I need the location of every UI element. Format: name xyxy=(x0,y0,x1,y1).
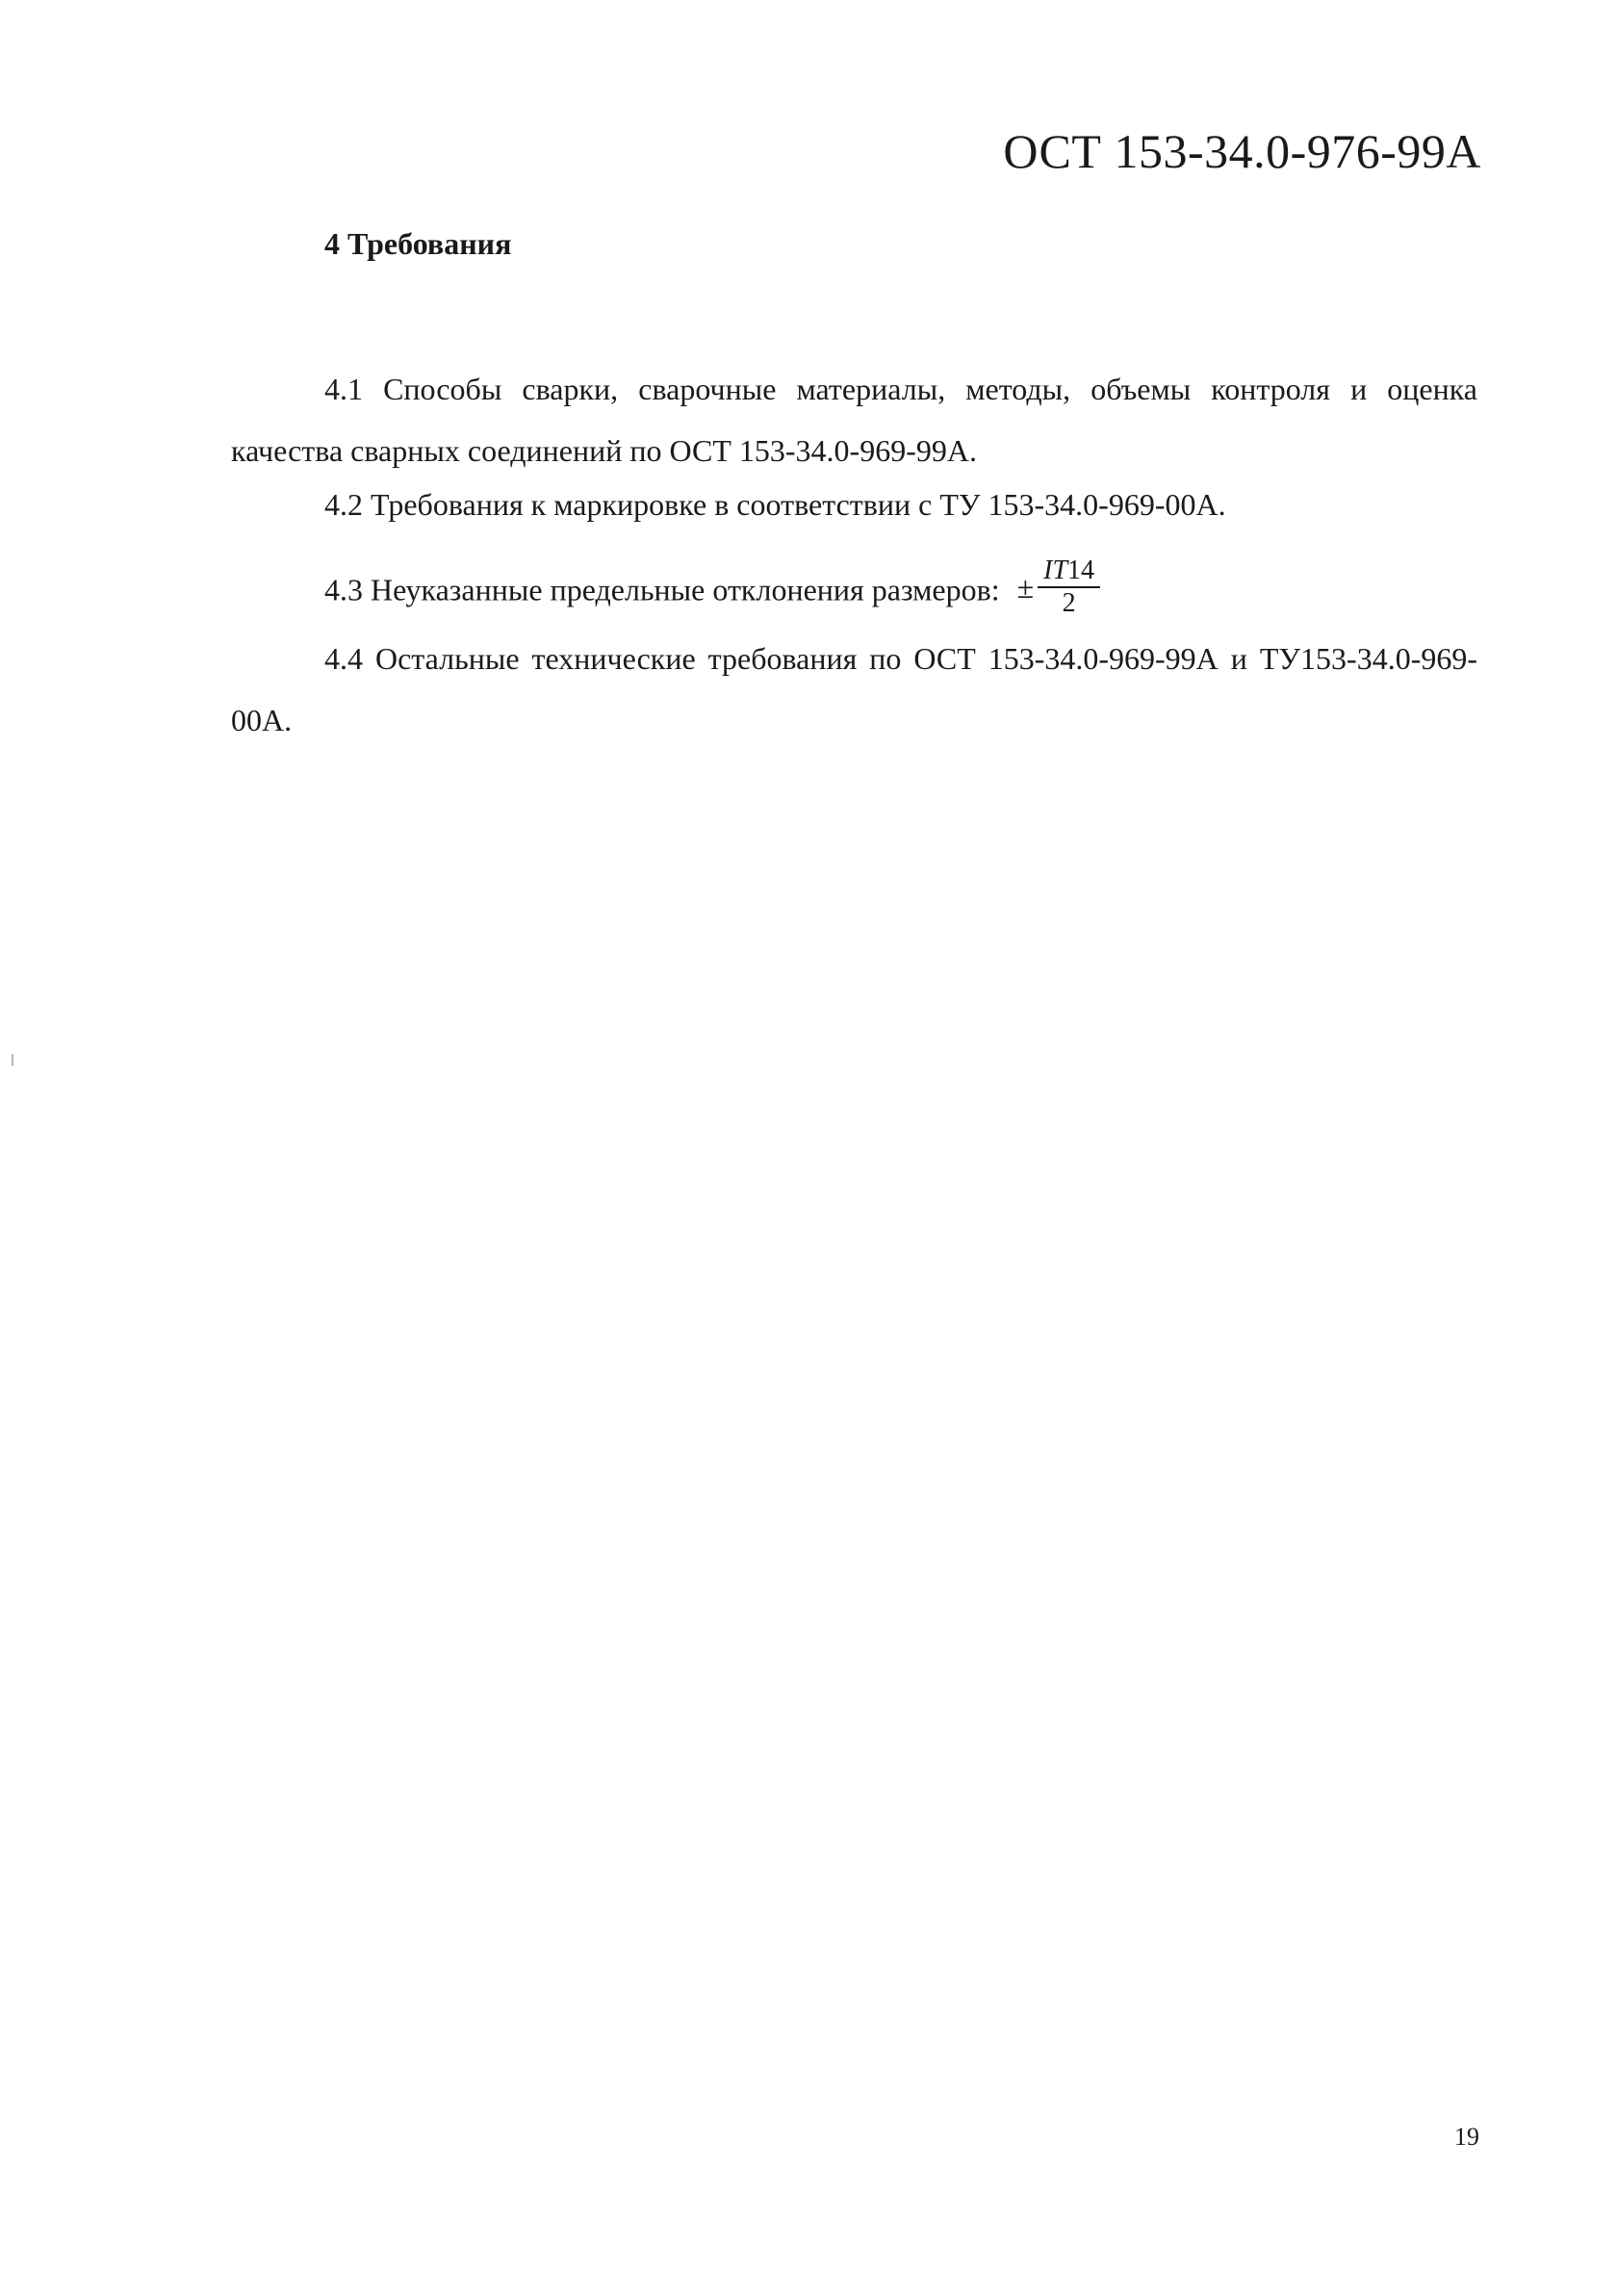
tolerance-formula xyxy=(1017,555,1100,619)
plus-minus-sign: ± xyxy=(1016,570,1035,605)
paragraph-4-1-text: 4.1 Способы сварки, сварочные материалы, методы, объемы контроля и оценка качества сварных соединений по ОСТ 153-34.0-969-99А. xyxy=(231,372,1477,468)
section-title: 4 Требования xyxy=(324,226,512,261)
paragraph-4-3 xyxy=(231,555,1477,625)
paragraph-4-1 xyxy=(231,358,1477,481)
paragraph-4-4 xyxy=(231,628,1477,751)
fraction-denominator: 2 xyxy=(1062,588,1076,618)
numerator-variable: IT xyxy=(1043,555,1068,585)
paragraph-4-4-text: 4.4 Остальные технические требования по ОСТ 153-34.0-969-99А и ТУ153-34.0-969-00А. xyxy=(231,641,1477,737)
paragraph-4-2-text: 4.2 Требования к маркировке в соответствии с ТУ 153-34.0-969-00А. xyxy=(324,487,1226,522)
document-code: ОСТ 153-34.0-976-99А xyxy=(1003,124,1481,178)
paragraph-4-3-text: 4.3 Неуказанные предельные отклонения размеров: xyxy=(324,572,1000,607)
fraction xyxy=(1038,555,1100,619)
paragraph-4-2 xyxy=(231,474,1477,535)
fraction-numerator xyxy=(1038,555,1100,588)
scan-edge-mark xyxy=(12,1054,13,1066)
page-number: 19 xyxy=(1454,2123,1479,2151)
numerator-number: 14 xyxy=(1067,555,1095,585)
